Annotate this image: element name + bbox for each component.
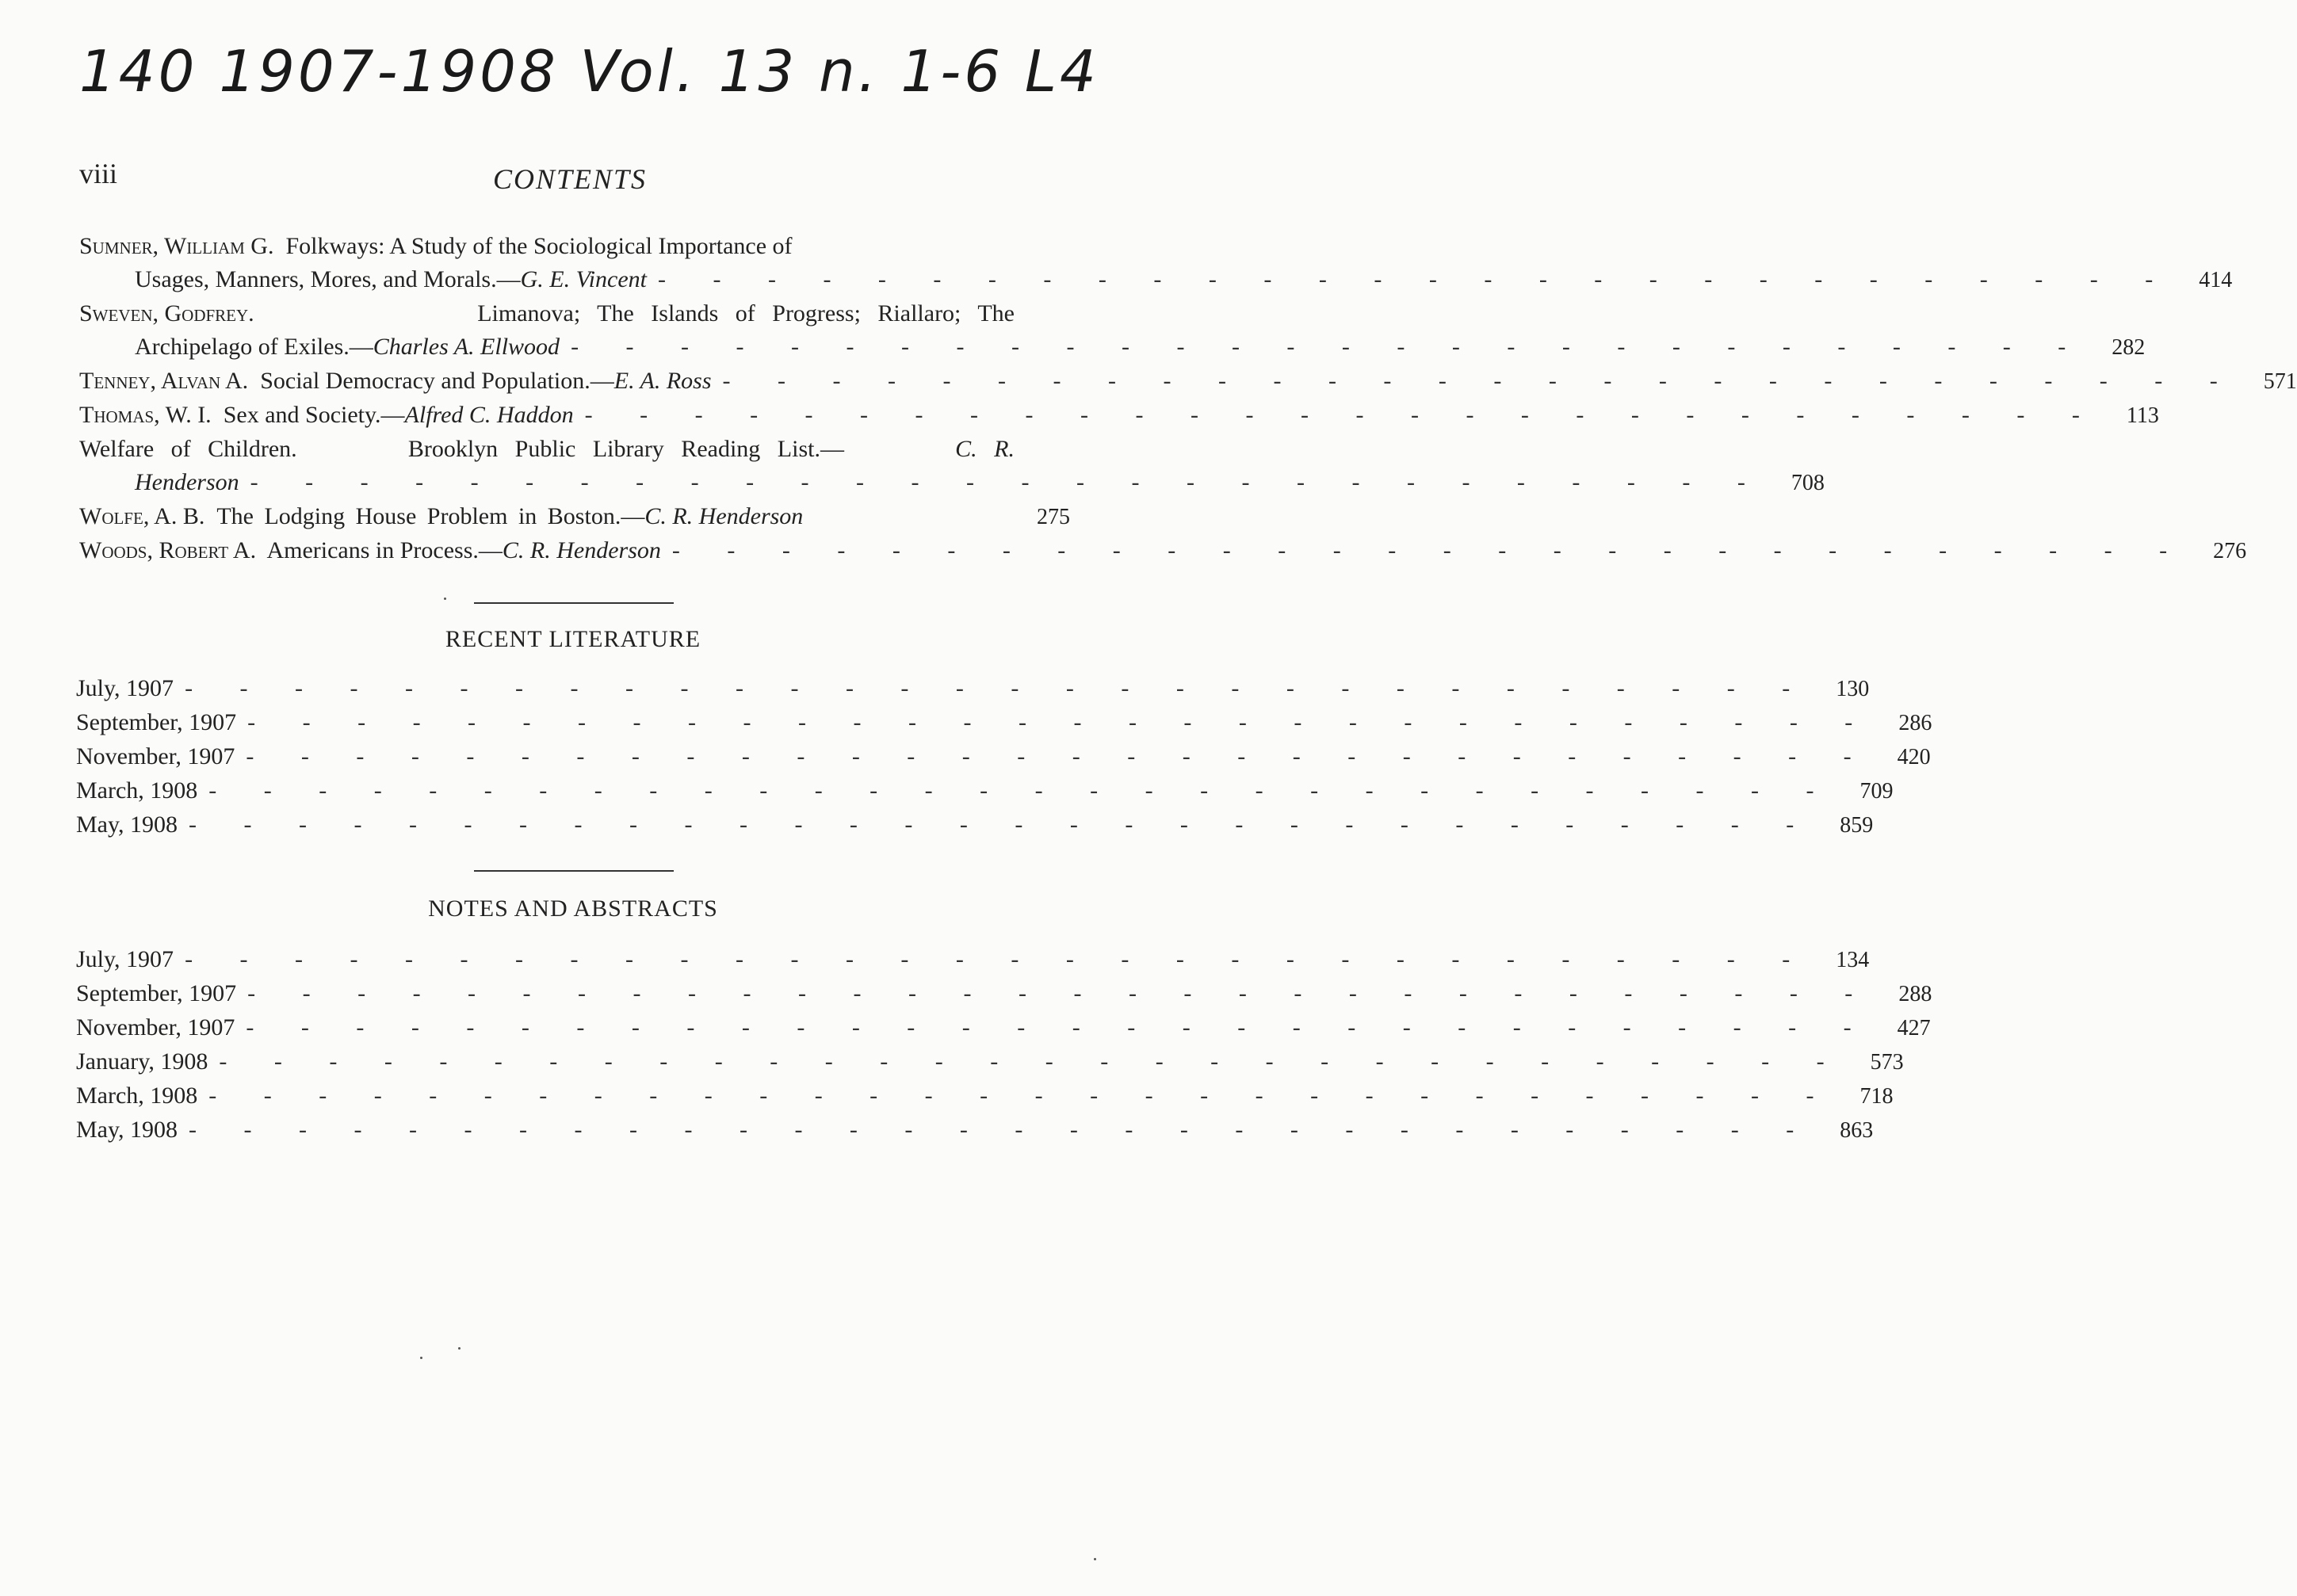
toc-entry-thomas	[79, 399, 2159, 433]
issue-label: September, 1907	[76, 980, 237, 1006]
issue-page-number: 288	[1898, 982, 1932, 1006]
section-divider	[474, 602, 674, 604]
scan-speck	[1094, 1558, 1096, 1560]
entry-author: Thomas, W. I.	[79, 402, 212, 428]
issue-page-number: 859	[1840, 813, 1874, 838]
issue-page-number: 863	[1840, 1118, 1874, 1143]
dot-leader: - - - - - - - - - - - - - - - - - - - - - - - - - - - - - -	[185, 946, 1811, 972]
issue-label: July, 1907	[76, 675, 174, 701]
dot-leader: - - - - - - - - - - - - - - - - - - - - - - - - - - - - - -	[247, 980, 1874, 1006]
scan-speck	[444, 598, 446, 600]
entry-reviewer: Charles A. Ellwood	[373, 334, 560, 360]
entry-title-continued: Usages, Manners, Mores, and Morals.—	[135, 266, 521, 292]
dot-leader: - - - - - - - - - - - - - - - - - - - - - - - - - - - -	[250, 469, 1766, 495]
entry-reviewer: C. R. Henderson	[502, 537, 661, 563]
dot-leader: - - - - - - - - - - - - - - - - - - - - - - - - - - - -	[722, 368, 2238, 394]
entry-author: Woods, Robert A.	[79, 537, 257, 563]
issue-label: May, 1908	[76, 811, 178, 838]
dot-leader: - - - - - - - - - - - - - - - - - - - - - - - - - - - -	[671, 537, 2188, 563]
entry-title: The Lodging House Problem in Boston.—	[216, 503, 645, 529]
dot-leader: - - - - - - - - - - - - - - - - - - - - - - - - - - - - - -	[246, 1014, 1872, 1040]
toc-entry-wolfe	[79, 500, 1070, 534]
entry-page-number: 282	[2112, 335, 2146, 360]
issue-page-number: 420	[1897, 745, 1931, 769]
dot-leader: - - - - - - - - - - - - - - - - - - - - - - - - - - - -	[571, 334, 2087, 360]
issue-label: January, 1908	[76, 1048, 208, 1075]
scan-speck	[420, 1357, 422, 1359]
entry-title: Sex and Society.—	[223, 402, 405, 428]
issue-page-number: 573	[1870, 1050, 1904, 1075]
list-item	[76, 706, 1932, 740]
reviews-list	[79, 230, 2297, 568]
issue-label: March, 1908	[76, 777, 198, 804]
list-item	[76, 740, 1931, 774]
entry-page-number: 708	[1791, 471, 1825, 495]
toc-entry-woods	[79, 534, 2247, 568]
notes-and-abstracts-list	[76, 943, 1932, 1147]
list-item	[76, 774, 1894, 808]
list-item	[76, 808, 1874, 842]
toc-entry-welfare	[79, 433, 1825, 500]
issue-page-number: 709	[1859, 779, 1894, 804]
section-title-notes-and-abstracts: NOTES AND ABSTRACTS	[428, 895, 718, 922]
entry-title: Social Democracy and Population.—	[260, 368, 614, 394]
issue-page-number: 718	[1859, 1084, 1894, 1109]
section-divider	[474, 870, 674, 872]
entry-page-number: 275	[1037, 505, 1070, 529]
toc-entry-tenney	[79, 365, 2297, 399]
entry-author: Wolfe, A. B.	[79, 503, 205, 529]
issue-label: July, 1907	[76, 946, 174, 972]
issue-page-number: 134	[1836, 948, 1870, 972]
entry-page-number: 276	[2213, 539, 2247, 563]
dot-leader: - - - - - - - - - - - - - - - - - - - - - - - - - - - - - -	[247, 709, 1874, 735]
entry-title: Americans in Process.—	[266, 537, 503, 563]
entry-title: Brooklyn Public Library Reading List.—	[407, 436, 844, 462]
entry-title: Limanova; The Islands of Progress; Riallaro; The	[477, 300, 1015, 326]
list-item	[76, 1045, 1904, 1079]
entry-title-continued: Archipelago of Exiles.—	[135, 334, 373, 360]
scan-speck	[458, 1347, 461, 1350]
entry-reviewer: G. E. Vincent	[520, 266, 647, 292]
dot-leader: - - - - - - - - - - - - - - - - - - - - - - - - - - - - - -	[189, 1117, 1815, 1143]
issue-label: March, 1908	[76, 1082, 198, 1109]
entry-reviewer: E. A. Ross	[613, 368, 712, 394]
issue-page-number: 286	[1898, 711, 1932, 735]
issue-label: November, 1907	[76, 1014, 235, 1040]
recent-literature-list	[76, 672, 1932, 842]
dot-leader: - - - - - - - - - - - - - - - - - - - - - - - - - - - - - -	[208, 777, 1835, 804]
running-head: CONTENTS	[492, 163, 648, 195]
entry-page-number: 414	[2199, 268, 2233, 292]
dot-leader: - - - - - - - - - - - - - - - - - - - - - - - - - - - - - -	[219, 1048, 1845, 1075]
dot-leader: - - - - - - - - - - - - - - - - - - - - - - - - - - - -	[657, 266, 2174, 292]
entry-author: Welfare of Children.	[79, 436, 297, 462]
list-item	[76, 1011, 1931, 1045]
entry-page-number: 571	[2263, 369, 2297, 394]
dot-leader: - - - - - - - - - - - - - - - - - - - - - - - - - - - - - -	[185, 675, 1811, 701]
page-folio: viii	[79, 158, 118, 189]
issue-page-number: 427	[1897, 1016, 1931, 1040]
list-item	[76, 672, 1870, 706]
issue-label: May, 1908	[76, 1117, 178, 1143]
issue-page-number: 130	[1836, 677, 1870, 701]
dot-leader: - - - - - - - - - - - - - - - - - - - - - - - - - - - -	[584, 402, 2100, 428]
entry-reviewer: Alfred C. Haddon	[404, 402, 574, 428]
dot-leader: - - - - - - - - - - - - - - - - - - - - - - - - - - - - - -	[246, 743, 1872, 769]
entry-reviewer: C. R.	[955, 436, 1015, 462]
dot-leader: - - - - - - - - - - - - - - - - - - - - - - - - - - - - - -	[189, 811, 1815, 838]
entry-author: Sumner, William G.	[79, 233, 274, 259]
entry-author: Sweven, Godfrey.	[79, 300, 254, 326]
section-title-recent-literature: RECENT LITERATURE	[445, 626, 701, 652]
entry-title: Folkways: A Study of the Sociological Importance of	[285, 233, 793, 259]
entry-page-number: 113	[2126, 403, 2159, 428]
issue-label: September, 1907	[76, 709, 237, 735]
toc-entry-sweven	[79, 297, 2146, 365]
toc-entry-sumner	[79, 230, 2233, 297]
entry-author: Tenney, Alvan A.	[79, 368, 249, 394]
entry-reviewer: C. R. Henderson	[644, 503, 804, 529]
list-item	[76, 943, 1870, 977]
handwritten-shelf-note: 140 1907-1908 Vol. 13 n. 1-6 L4	[79, 38, 1099, 105]
issue-label: November, 1907	[76, 743, 235, 769]
list-item	[76, 977, 1932, 1011]
list-item	[76, 1113, 1874, 1147]
list-item	[76, 1079, 1894, 1113]
entry-reviewer-continued: Henderson	[135, 469, 239, 495]
dot-leader: - - - - - - - - - - - - - - - - - - - - - - - - - - - - - -	[208, 1082, 1835, 1109]
